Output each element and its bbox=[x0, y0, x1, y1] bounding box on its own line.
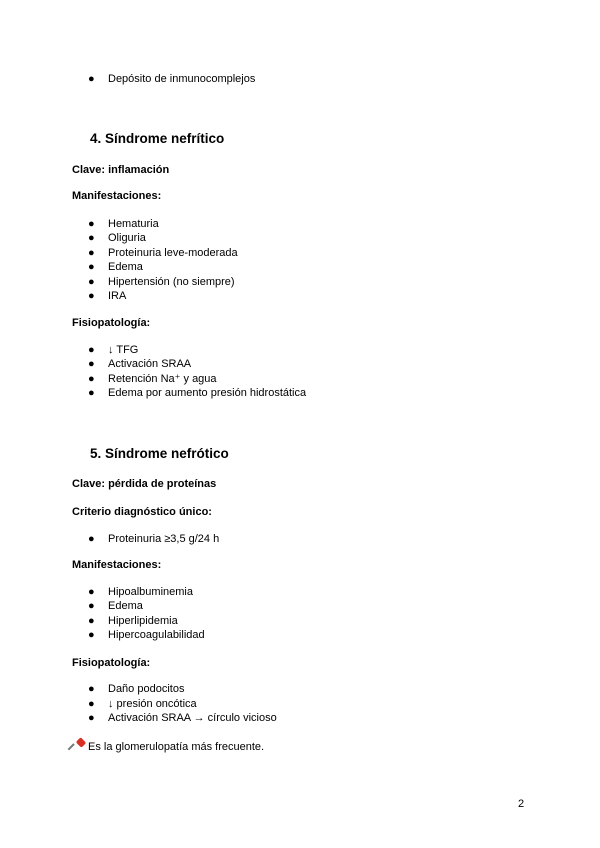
list-item: Hiperlipidemia bbox=[108, 615, 178, 627]
list-bullet: ● bbox=[88, 218, 95, 230]
list-item: Retención Na⁺ y agua bbox=[108, 373, 217, 385]
list-bullet: ● bbox=[88, 276, 95, 288]
fisiopatologia-label: Fisiopatología: bbox=[72, 657, 151, 669]
list-item: Hematuria bbox=[108, 218, 159, 230]
list-item: Activación SRAA bbox=[108, 358, 192, 370]
list-bullet: ● bbox=[88, 600, 95, 612]
list-item: Hipertensión (no siempre) bbox=[108, 276, 235, 288]
list-bullet: ● bbox=[88, 712, 95, 724]
note-line bbox=[72, 739, 264, 753]
list-bullet: ● bbox=[88, 358, 95, 370]
list-item: ↓ presión oncótica bbox=[108, 698, 197, 710]
list-item: Edema bbox=[108, 261, 143, 273]
list-bullet: ● bbox=[88, 232, 95, 244]
list-item: Proteinuria leve-moderada bbox=[108, 247, 238, 259]
clave-label: Clave: inflamación bbox=[72, 164, 170, 176]
note-text: Es la glomerulopatía más frecuente. bbox=[88, 741, 265, 753]
section-heading: 4. Síndrome nefrítico bbox=[90, 131, 225, 146]
list-bullet: ● bbox=[88, 683, 95, 695]
list-item: ↓ TFG bbox=[108, 344, 139, 356]
criterio-label: Criterio diagnóstico único: bbox=[72, 506, 212, 518]
list-item: Depósito de inmunocomplejos bbox=[108, 73, 256, 85]
page-number: 2 bbox=[518, 798, 525, 810]
list-bullet: ● bbox=[88, 698, 95, 710]
list-bullet: ● bbox=[88, 586, 95, 598]
list-bullet: ● bbox=[88, 73, 95, 85]
list-item: Activación SRAA → círculo vicioso bbox=[108, 712, 277, 724]
list-bullet: ● bbox=[88, 533, 95, 545]
list-item: Hipoalbuminemia bbox=[108, 586, 193, 598]
list-item: Edema por aumento presión hidrostática bbox=[108, 387, 307, 399]
list-bullet: ● bbox=[88, 629, 95, 641]
list-bullet: ● bbox=[88, 344, 95, 356]
list-item: Daño podocitos bbox=[108, 683, 185, 695]
clave-label: Clave: pérdida de proteínas bbox=[72, 478, 217, 490]
manifestaciones-label: Manifestaciones: bbox=[72, 190, 162, 202]
list-bullet: ● bbox=[88, 247, 95, 259]
section-heading: 5. Síndrome nefrótico bbox=[90, 446, 229, 461]
list-item: Proteinuria ≥3,5 g/24 h bbox=[108, 533, 220, 545]
list-item: IRA bbox=[108, 290, 127, 302]
manifestaciones-label: Manifestaciones: bbox=[72, 559, 162, 571]
list-bullet: ● bbox=[88, 261, 95, 273]
fisiopatologia-label: Fisiopatología: bbox=[72, 317, 151, 329]
pushpin-icon bbox=[72, 739, 86, 751]
list-bullet: ● bbox=[88, 290, 95, 302]
list-bullet: ● bbox=[88, 387, 95, 399]
list-bullet: ● bbox=[88, 373, 95, 385]
list-item: Hipercoagulabilidad bbox=[108, 629, 205, 641]
list-item: Oliguria bbox=[108, 232, 146, 244]
list-item: Edema bbox=[108, 600, 143, 612]
list-bullet: ● bbox=[88, 615, 95, 627]
